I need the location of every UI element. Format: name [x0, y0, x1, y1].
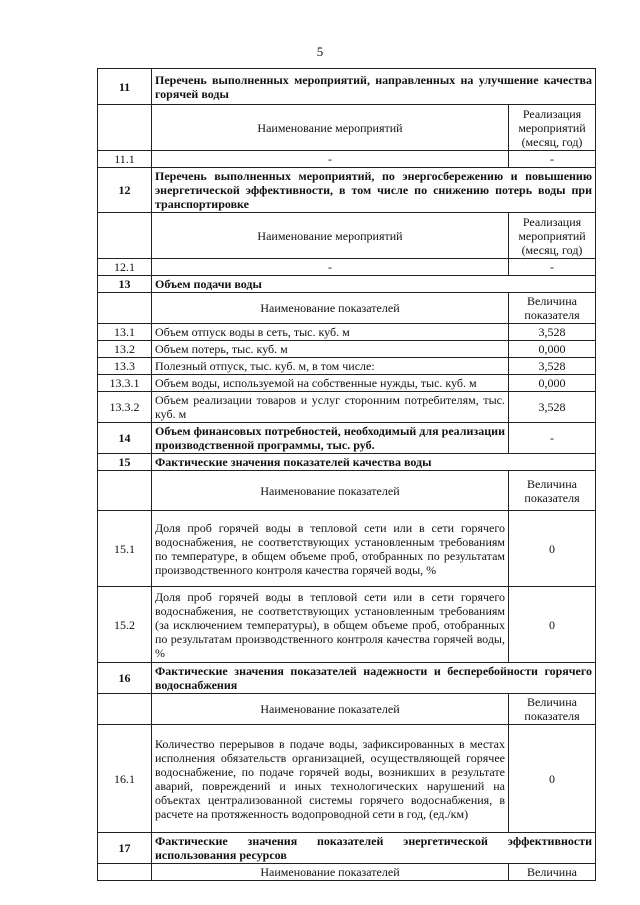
table-row [98, 341, 596, 358]
row-number: 13.3.2 [98, 392, 152, 423]
table-row [98, 151, 596, 168]
row-number: 11.1 [98, 151, 152, 168]
row-number: 15.1 [98, 511, 152, 587]
column-header-row [98, 293, 596, 324]
section-13-header [98, 276, 596, 293]
row-value: 0 [509, 587, 596, 663]
table-row [98, 392, 596, 423]
section-12-header [98, 168, 596, 213]
section-title: Фактические значения показателей качества воды [152, 454, 596, 471]
section-16-header [98, 663, 596, 694]
row-name: Полезный отпуск, тыс. куб. м, в том числе: [152, 358, 509, 375]
row-number: 13.1 [98, 324, 152, 341]
section-11-header [98, 69, 596, 105]
row-name: - [152, 151, 509, 168]
row-value: 0 [509, 511, 596, 587]
table-row [98, 358, 596, 375]
section-17-header [98, 833, 596, 864]
section-title: Фактические значения показателей надежности и бесперебойности горячего водоснабжения [152, 663, 596, 694]
row-name: - [152, 259, 509, 276]
row-number: 13.3.1 [98, 375, 152, 392]
column-header-value: Величина показателя [509, 471, 596, 511]
report-table [97, 68, 596, 881]
section-number: 17 [98, 833, 152, 864]
section-title: Объем финансовых потребностей, необходимый для реализации производственной программы, тыс. руб. [152, 423, 509, 454]
section-number: 13 [98, 276, 152, 293]
row-value: 0,000 [509, 341, 596, 358]
table-row [98, 511, 596, 587]
row-name: Объем воды, используемой на собственные нужды, тыс. куб. м [152, 375, 509, 392]
row-name: Объем реализации товаров и услуг сторонним потребителям, тыс. куб. м [152, 392, 509, 423]
row-number: 13.3 [98, 358, 152, 375]
column-header-row [98, 471, 596, 511]
section-value: - [509, 423, 596, 454]
row-name: Объем потерь, тыс. куб. м [152, 341, 509, 358]
row-value: - [509, 151, 596, 168]
row-name: Доля проб горячей воды в тепловой сети или в сети горячего водоснабжения, не соответствующих установленным требованиям (за исключением температуры), в общем объеме проб, отобранных по результатам производственного контроля качества горячей воды, % [152, 587, 509, 663]
column-header-name: Наименование показателей [152, 694, 509, 725]
section-title: Объем подачи воды [152, 276, 596, 293]
column-header-value: Реализация мероприятий (месяц, год) [509, 105, 596, 151]
row-value: 0 [509, 725, 596, 833]
section-title: Перечень выполненных мероприятий, по энергосбережению и повышению энергетической эффективности, в том числе по снижению потерь воды при транспортировке [152, 168, 596, 213]
column-header-name: Наименование показателей [152, 864, 509, 881]
table-row [98, 375, 596, 392]
row-number: 16.1 [98, 725, 152, 833]
column-header-row [98, 213, 596, 259]
row-value: - [509, 259, 596, 276]
column-header-value: Реализация мероприятий (месяц, год) [509, 213, 596, 259]
column-header-value: Величина [509, 864, 596, 881]
column-header-name: Наименование мероприятий [152, 213, 509, 259]
column-header-name: Наименование показателей [152, 293, 509, 324]
section-14-header [98, 423, 596, 454]
section-number: 11 [98, 69, 152, 105]
table-row [98, 324, 596, 341]
page-number: 5 [316, 44, 324, 59]
section-title: Перечень выполненных мероприятий, направленных на улучшение качества горячей воды [152, 69, 596, 105]
row-name: Объем отпуск воды в сеть, тыс. куб. м [152, 324, 509, 341]
row-value: 3,528 [509, 324, 596, 341]
row-number: 12.1 [98, 259, 152, 276]
row-value: 0,000 [509, 375, 596, 392]
table-row [98, 259, 596, 276]
section-number: 12 [98, 168, 152, 213]
column-header-row [98, 105, 596, 151]
table-row [98, 587, 596, 663]
row-number: 15.2 [98, 587, 152, 663]
table-row [98, 725, 596, 833]
column-header-row [98, 864, 596, 881]
row-name: Доля проб горячей воды в тепловой сети или в сети горячего водоснабжения, не соответствующих установленным требованиям по температуре, в общем объеме проб, отобранных по результатам производственного контроля качества горячей воды, % [152, 511, 509, 587]
column-header-value: Величина показателя [509, 694, 596, 725]
section-number: 16 [98, 663, 152, 694]
column-header-name: Наименование показателей [152, 471, 509, 511]
row-number: 13.2 [98, 341, 152, 358]
column-header-name: Наименование мероприятий [152, 105, 509, 151]
row-name: Количество перерывов в подаче воды, зафиксированных в местах исполнения обязательств организацией, осуществляющей горячее водоснабжение, по подаче горячей воды, возникших в результате аварий, повреждений и иных технологических нарушений на объектах централизованной системы горячего водоснабжения, в расчете на протяженность водопроводной сети в год, (ед./км) [152, 725, 509, 833]
column-header-row [98, 694, 596, 725]
section-15-header [98, 454, 596, 471]
section-title: Фактические значения показателей энергетической эффективности использования ресурсов [152, 833, 596, 864]
section-number: 14 [98, 423, 152, 454]
column-header-value: Величина показателя [509, 293, 596, 324]
row-value: 3,528 [509, 358, 596, 375]
row-value: 3,528 [509, 392, 596, 423]
section-number: 15 [98, 454, 152, 471]
